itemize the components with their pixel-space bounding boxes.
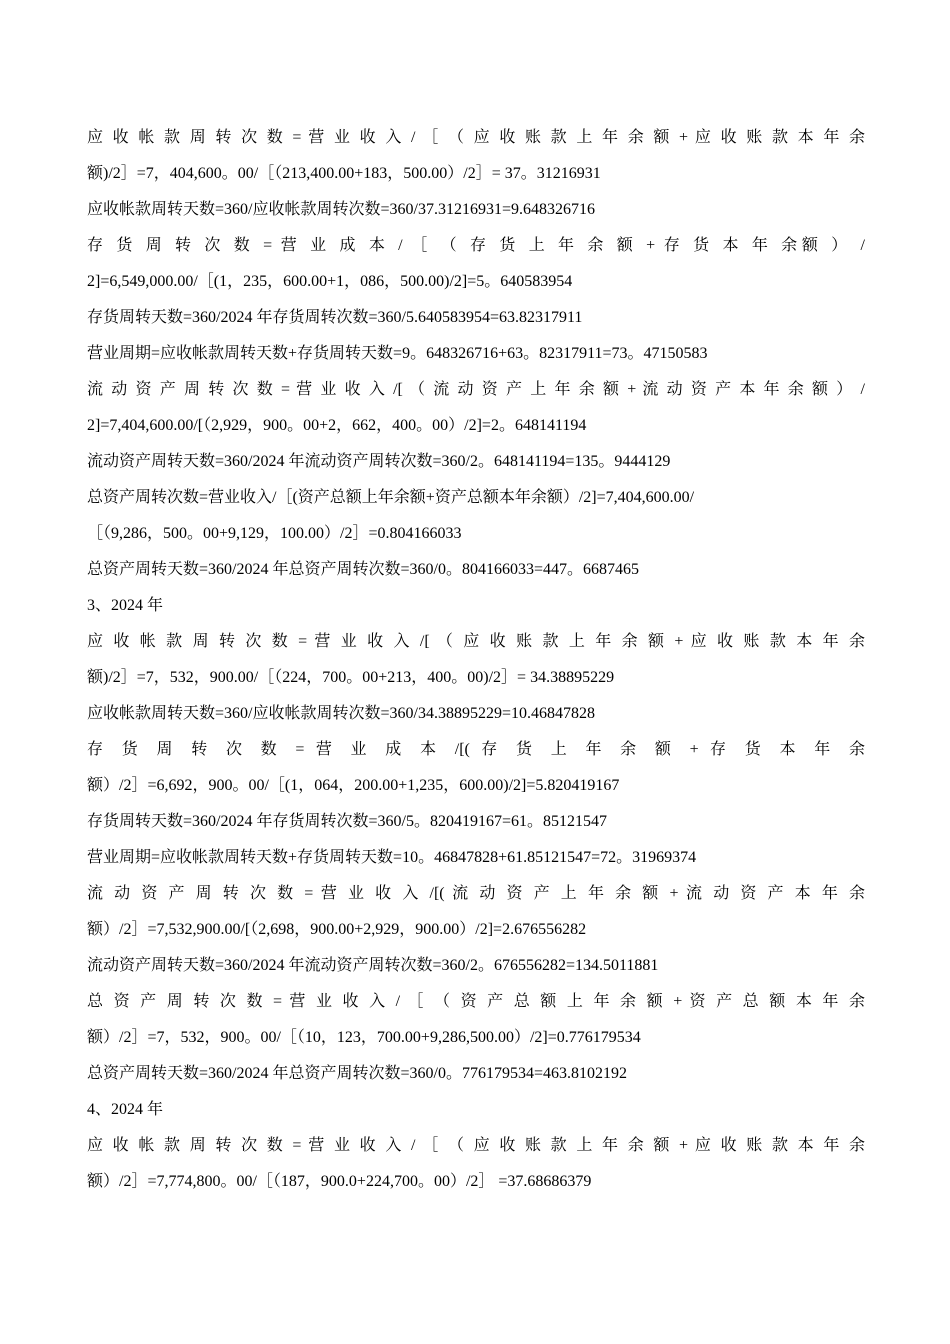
formula-line: 总资产周转次数=营业收入/［(资产总额上年余额+资产总额本年余额）/2]=7,404,600.00/ [87, 489, 695, 506]
section-heading: 4、2024 年 [87, 1101, 164, 1118]
formula-line: 营业周期=应收帐款周转天数+存货周转天数=9。648326716+63。82317911=73。47150583 [87, 345, 708, 362]
formula-line: 额）/2］=7,774,800。00/［（187，900.0+224,700。00）/2］ =37.68686379 [87, 1173, 592, 1190]
formula-line: 流动资产周转天数=360/2024 年流动资产周转次数=360/2。648141194=135。9444129 [87, 453, 671, 470]
formula-line: 额）/2］=7,532,900.00/[（2,698，900.00+2,929，900.00）/2]=2.676556282 [87, 921, 587, 938]
formula-line: 额)/2］=7，404,600。00/［（213,400.00+183，500.00）/2］= 37。31216931 [87, 165, 601, 182]
formula-line: 2]=6,549,000.00/［(1，235，600.00+1，086，500.00)/2]=5。640583954 [87, 273, 573, 290]
section-heading: 3、2024 年 [87, 597, 164, 614]
formula-line: 总资产周转天数=360/2024 年总资产周转次数=360/0。804166033=447。6687465 [87, 561, 639, 578]
formula-line: 存 货 周 转 次 数 = 营 业 成 本 / ［ （ 存 货 上 年 余 额 + 存 货 本 年 余额 ） / [87, 237, 865, 254]
formula-line: 2]=7,404,600.00/[（2,929，900。00+2，662，400。00）/2]=2。648141194 [87, 417, 587, 434]
formula-line: 应收帐款周转天数=360/应收帐款周转次数=360/37.31216931=9.648326716 [87, 201, 595, 218]
formula-line: 营业周期=应收帐款周转天数+存货周转天数=10。46847828+61.85121547=72。31969374 [87, 849, 697, 866]
formula-line: 总资产周转天数=360/2024 年总资产周转次数=360/0。776179534=463.8102192 [87, 1065, 627, 1082]
formula-line: ［（9,286，500。00+9,129，100.00）/2］=0.804166033 [87, 525, 462, 542]
formula-line: 存 货 周 转 次 数 = 营 业 成 本 /[( 存 货 上 年 余 额 + 存 货 本 年 余 [87, 741, 865, 758]
formula-line: 额）/2］=7，532，900。00/［（10，123，700.00+9,286,500.00）/2]=0.776179534 [87, 1029, 641, 1046]
formula-line: 额）/2］=6,692，900。00/［(1，064，200.00+1,235，600.00)/2]=5.820419167 [87, 777, 620, 794]
formula-line: 存货周转天数=360/2024 年存货周转次数=360/5.640583954=63.82317911 [87, 309, 583, 326]
formula-line: 流动资产周转天数=360/2024 年流动资产周转次数=360/2。676556282=134.5011881 [87, 957, 659, 974]
formula-line: 流 动 资 产 周 转 次 数 = 营 业 收 入 /[( 流 动 资 产 上 年 余 额 + 流 动 资 产 本 年 余 [87, 885, 865, 902]
formula-line: 应收帐款周转天数=360/应收帐款周转次数=360/34.38895229=10.46847828 [87, 705, 595, 722]
formula-line: 应 收 帐 款 周 转 次 数 = 营 业 收 入 / ［ （ 应 收 账 款 上 年 余 额 + 应 收 账 款 本 年 余 [87, 1137, 865, 1154]
formula-line: 存货周转天数=360/2024 年存货周转次数=360/5。820419167=61。85121547 [87, 813, 607, 830]
formula-line: 应 收 帐 款 周 转 次 数 = 营 业 收 入 / ［ （ 应 收 账 款 上 年 余 额 + 应 收 账 款 本 年 余 [87, 129, 865, 146]
formula-line: 流 动 资 产 周 转 次 数 = 营 业 收 入 /[ （ 流 动 资 产 上 年 余 额 + 流 动 资 产 本 年 余 额 ） / [87, 381, 865, 398]
document-body [87, 120, 865, 1200]
formula-line: 总 资 产 周 转 次 数 = 营 业 收 入 / ［ （ 资 产 总 额 上 年 余 额 + 资 产 总 额 本 年 余 [87, 993, 865, 1010]
formula-line: 应 收 帐 款 周 转 次 数 = 营 业 收 入 /[ （ 应 收 账 款 上 年 余 额 + 应 收 账 款 本 年 余 [87, 633, 865, 650]
formula-line: 额)/2］=7，532，900.00/［（224，700。00+213，400。00)/2］= 34.38895229 [87, 669, 615, 686]
